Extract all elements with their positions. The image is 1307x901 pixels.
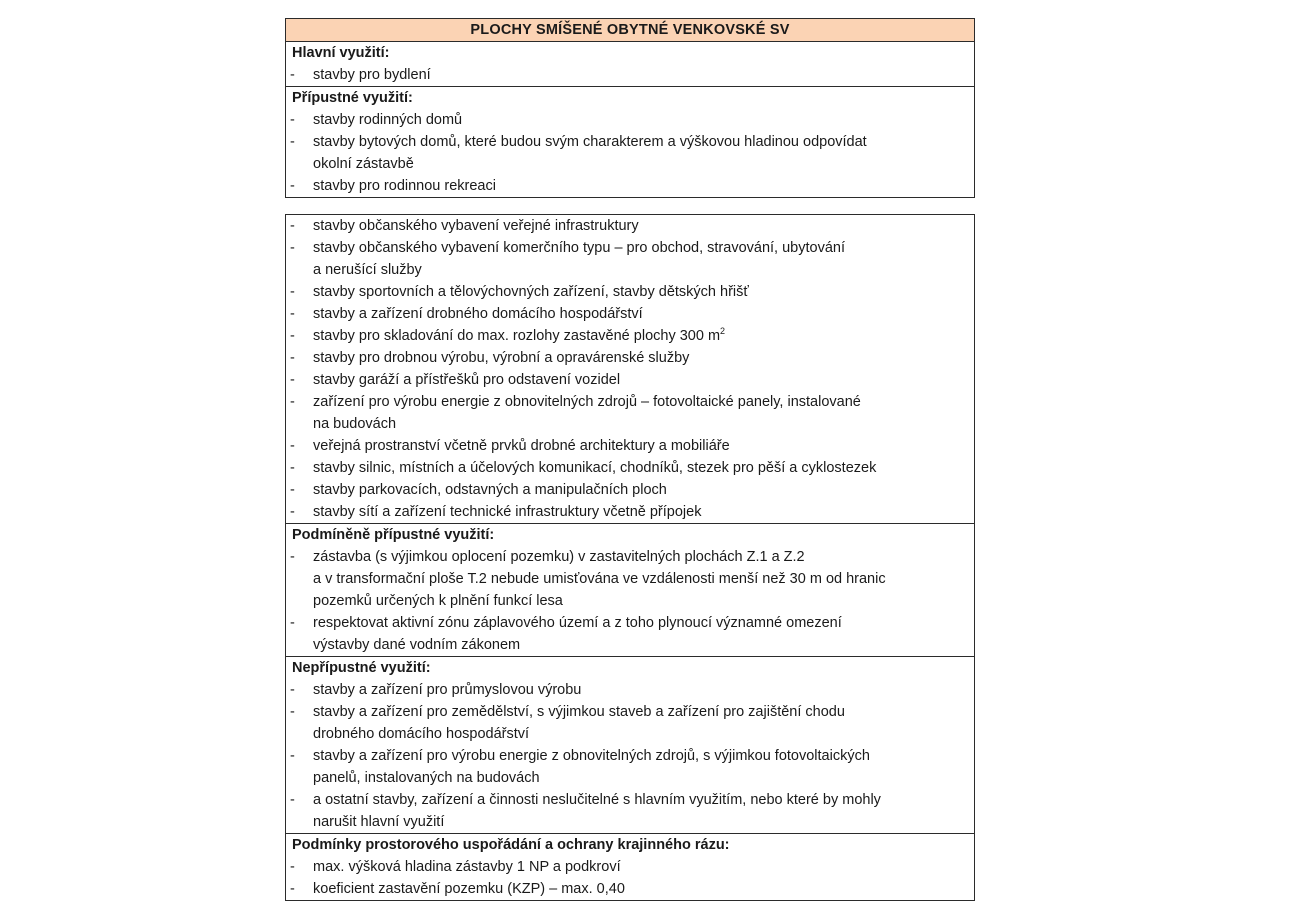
item-text: stavby rodinných domů: [313, 112, 463, 128]
list-item: [286, 435, 974, 457]
item-text-line: [313, 259, 968, 281]
bullet-dash: -: [290, 240, 295, 256]
item-text-line: [313, 215, 968, 237]
bullet-dash: -: [290, 394, 295, 410]
bullet-dash: -: [290, 438, 295, 454]
item-text-line: [313, 767, 968, 789]
item-text-line: [313, 153, 968, 175]
bullet-dash: -: [290, 178, 295, 194]
bullet-dash: -: [290, 504, 295, 520]
list-item: [286, 501, 974, 523]
bullet-dash: -: [290, 328, 295, 344]
item-text: zástavba (s výjimkou oplocení pozemku) v zastavitelných plochách Z.1 a Z.2: [313, 549, 805, 565]
list-item: [286, 303, 974, 325]
section-podminky: [286, 833, 974, 900]
section-heading-pripustne: Přípustné využití:: [292, 90, 413, 106]
item-text-line: [313, 413, 968, 435]
list-item: [286, 215, 974, 237]
list-item: [286, 391, 974, 435]
bullet-dash: -: [290, 748, 295, 764]
item-text-line: [313, 325, 968, 347]
bullet-dash: -: [290, 859, 295, 875]
section-pripustne-continued: [286, 215, 974, 523]
item-text: stavby a zařízení pro výrobu energie z obnovitelných zdrojů, s výjimkou fotovoltaických: [313, 748, 870, 764]
item-text-line: [313, 612, 968, 634]
item-text-line: [313, 745, 968, 767]
item-text: stavby občanského vybavení komerčního typu – pro obchod, stravování, ubytování: [313, 240, 845, 256]
regulation-table-part-1: [285, 18, 975, 198]
item-text-line: [313, 64, 968, 86]
bullet-dash: -: [290, 704, 295, 720]
list-item: [286, 347, 974, 369]
list-podminky: [286, 856, 974, 900]
list-pripustne: [286, 109, 974, 197]
list-item: [286, 175, 974, 197]
list-pripustne-continued: [286, 215, 974, 523]
item-text: stavby pro rodinnou rekreaci: [313, 178, 496, 194]
item-text: stavby pro bydlení: [313, 67, 431, 83]
section-podminene: [286, 523, 974, 656]
bullet-dash: -: [290, 615, 295, 631]
bullet-dash: -: [290, 134, 295, 150]
bullet-dash: -: [290, 482, 295, 498]
item-text-line: [313, 369, 968, 391]
list-podminene: [286, 546, 974, 656]
bullet-dash: -: [290, 460, 295, 476]
item-text-line: [313, 856, 968, 878]
item-text: stavby parkovacích, odstavných a manipulačních ploch: [313, 482, 667, 498]
item-text-line: [313, 175, 968, 197]
item-text: stavby sportovních a tělovýchovných zařízení, stavby dětských hřišť: [313, 284, 749, 300]
section-heading-podminene: Podmíněně přípustné využití:: [292, 527, 495, 543]
list-item: [286, 789, 974, 833]
item-text: zařízení pro výrobu energie z obnovitelných zdrojů – fotovoltaické panely, instalované: [313, 394, 861, 410]
item-text-line: [313, 811, 968, 833]
list-hlavni: [286, 64, 974, 86]
bullet-dash: -: [290, 792, 295, 808]
list-item: [286, 745, 974, 789]
item-text-line: [313, 391, 968, 413]
item-text: narušit hlavní využití: [313, 814, 445, 830]
bullet-dash: -: [290, 67, 295, 83]
item-text: a nerušící služby: [313, 262, 422, 278]
bullet-dash: -: [290, 284, 295, 300]
list-item: [286, 546, 974, 612]
table-title: PLOCHY SMÍŠENÉ OBYTNÉ VENKOVSKÉ SV: [286, 19, 974, 42]
item-text-line: [313, 237, 968, 259]
item-text: stavby bytových domů, které budou svým charakterem a výškovou hladinou odpovídat: [313, 134, 867, 150]
item-text: max. výšková hladina zástavby 1 NP a podkroví: [313, 859, 621, 875]
item-text: výstavby dané vodním zákonem: [313, 637, 521, 653]
item-text: pozemků určených k plnění funkcí lesa: [313, 593, 563, 609]
item-text: stavby silnic, místních a účelových komunikací, chodníků, stezek pro pěší a cyklostezek: [313, 460, 877, 476]
item-text: okolní zástavbě: [313, 156, 414, 172]
list-item: [286, 109, 974, 131]
item-text: stavby garáží a přístřešků pro odstavení vozidel: [313, 372, 621, 388]
bullet-dash: -: [290, 682, 295, 698]
item-text: drobného domácího hospodářství: [313, 726, 530, 742]
item-text: veřejná prostranství včetně prvků drobné architektury a mobiliáře: [313, 438, 730, 454]
item-text: stavby pro skladování do max. rozlohy zastavěné plochy 300 m: [313, 328, 721, 344]
item-text-line: [313, 590, 968, 612]
bullet-dash: -: [290, 218, 295, 234]
item-text-line: [313, 303, 968, 325]
superscript-exponent: 2: [720, 326, 726, 336]
item-text: a ostatní stavby, zařízení a činnosti neslučitelné s hlavním využitím, nebo které by mohly: [313, 792, 881, 808]
list-item: [286, 325, 974, 347]
item-text: stavby sítí a zařízení technické infrastruktury včetně přípojek: [313, 504, 702, 520]
item-text: na budovách: [313, 416, 397, 432]
item-text: koeficient zastavění pozemku (KZP) – max. 0,40: [313, 881, 625, 897]
list-item: [286, 64, 974, 86]
bullet-dash: -: [290, 881, 295, 897]
section-pripustne: [286, 86, 974, 197]
item-text: stavby a zařízení pro průmyslovou výrobu: [313, 682, 582, 698]
list-item: [286, 369, 974, 391]
item-text-line: [313, 501, 968, 523]
bullet-dash: -: [290, 112, 295, 128]
item-text: panelů, instalovaných na budovách: [313, 770, 540, 786]
item-text-line: [313, 131, 968, 153]
list-item: [286, 878, 974, 900]
item-text: stavby občanského vybavení veřejné infrastruktury: [313, 218, 639, 234]
item-text: respektovat aktivní zónu záplavového území a z toho plynoucí významné omezení: [313, 615, 842, 631]
item-text-line: [313, 701, 968, 723]
list-item: [286, 679, 974, 701]
list-nepripustne: [286, 679, 974, 833]
section-nepripustne: [286, 656, 974, 833]
item-text-line: [313, 435, 968, 457]
item-text-line: [313, 479, 968, 501]
section-heading-podminky: Podmínky prostorového uspořádání a ochrany krajinného rázu:: [292, 837, 730, 853]
item-text-line: [313, 109, 968, 131]
regulation-table-part-2: [285, 214, 975, 901]
bullet-dash: -: [290, 372, 295, 388]
section-heading-hlavni: Hlavní využití:: [292, 45, 390, 61]
list-item: [286, 479, 974, 501]
bullet-dash: -: [290, 306, 295, 322]
item-text-line: [313, 634, 968, 656]
list-item: [286, 856, 974, 878]
item-text-line: [313, 281, 968, 303]
item-text-line: [313, 679, 968, 701]
item-text: stavby a zařízení drobného domácího hospodářství: [313, 306, 643, 322]
item-text-line: [313, 878, 968, 900]
item-text-line: [313, 546, 968, 568]
item-text-line: [313, 568, 968, 590]
bullet-dash: -: [290, 549, 295, 565]
bullet-dash: -: [290, 350, 295, 366]
section-heading-nepripustne: Nepřípustné využití:: [292, 660, 431, 676]
item-text: a v transformační ploše T.2 nebude umisťována ve vzdálenosti menší než 30 m od hranic: [313, 571, 886, 587]
list-item: [286, 457, 974, 479]
item-text-line: [313, 723, 968, 745]
list-item: [286, 131, 974, 175]
list-item: [286, 612, 974, 656]
item-text-line: [313, 457, 968, 479]
section-hlavni: [286, 42, 974, 86]
item-text-line: [313, 789, 968, 811]
list-item: [286, 701, 974, 745]
item-text-line: [313, 347, 968, 369]
item-text: stavby a zařízení pro zemědělství, s výjimkou staveb a zařízení pro zajištění chodu: [313, 704, 845, 720]
list-item: [286, 281, 974, 303]
list-item: [286, 237, 974, 281]
item-text: stavby pro drobnou výrobu, výrobní a opravárenské služby: [313, 350, 690, 366]
